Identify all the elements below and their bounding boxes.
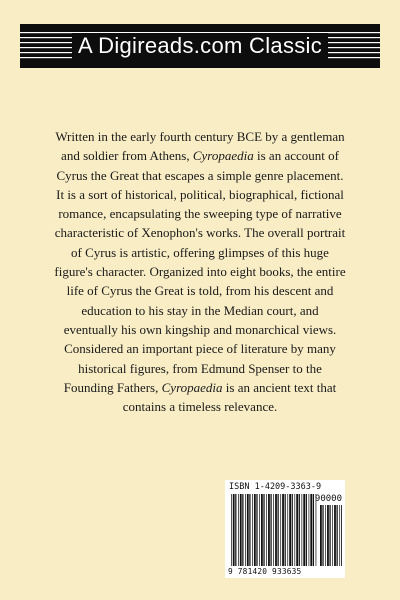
barcode-bar: [341, 505, 342, 566]
barcode-bar: [309, 494, 310, 566]
barcode-bar: [252, 494, 253, 566]
barcode-bar: [289, 494, 291, 566]
barcode-bar: [310, 494, 312, 566]
book-title-italic: Cyropaedia: [161, 379, 223, 395]
blurb-text-1: Written in the early fourth century BCE by a gentleman and soldier from Athens,: [55, 129, 345, 164]
isbn-label: ISBN 1-4209-3363-9: [229, 482, 322, 492]
barcode-bar: [320, 505, 322, 566]
barcode-bar: [242, 494, 243, 566]
barcode-bar: [299, 494, 300, 566]
barcode-bar: [278, 494, 279, 566]
barcode-bar: [316, 494, 317, 566]
barcode-bar: [329, 505, 330, 566]
barcode-bar: [231, 494, 232, 566]
barcode-bar: [302, 494, 303, 566]
blurb-text-2: is an account of Cyrus the Great that escapes a simple genre placement. It is a sort of historical, political, biographical, fictional romance, encapsulating the sweeping type of narrative characteristic of Xenophon's works. The overall portrait of Cyrus is artistic, offering glimpses of this huge figure's character. Organized into eight books, the entire life of Cyrus the Great is told, from his descent and education to his stay in the Median court, and eventually his own kingship and monarchical views. Considered an important piece of literature by many historical figures, from Edmund Spenser to the Founding Fathers,: [54, 148, 346, 395]
series-banner: [20, 24, 380, 68]
barcode-bar: [235, 494, 236, 566]
barcode-bar: [268, 494, 270, 566]
barcode-bar: [285, 494, 286, 566]
barcode-bar: [337, 505, 338, 566]
barcode-bar: [238, 494, 239, 566]
barcode-bar: [339, 505, 340, 566]
barcode-bar: [294, 494, 295, 566]
barcode-bar: [313, 494, 314, 566]
series-title: A Digireads.com Classic: [72, 33, 328, 59]
barcode-bar: [292, 494, 293, 566]
barcode-bar: [303, 494, 305, 566]
barcode-bar: [334, 505, 336, 566]
barcode-bar: [233, 494, 235, 566]
barcode-bar: [266, 494, 267, 566]
barcode-bar: [325, 505, 326, 566]
barcode-bar: [245, 494, 246, 566]
barcode-bar: [296, 494, 298, 566]
barcode-bar: [322, 505, 323, 566]
barcode-bar: [282, 494, 284, 566]
barcode-bar: [332, 505, 333, 566]
barcode-bar: [249, 494, 250, 566]
barcode-bar: [240, 494, 242, 566]
ean-digits: 9 781420 933635: [228, 567, 302, 576]
barcode-bar: [280, 494, 281, 566]
barcode-bar: [254, 494, 256, 566]
addon-barcode-bars: [320, 505, 342, 566]
barcode-bar: [261, 494, 263, 566]
barcode-bar: [256, 494, 257, 566]
barcode-bar: [259, 494, 260, 566]
barcode-bar: [327, 505, 329, 566]
barcode-bar: [306, 494, 307, 566]
barcode-bar: [275, 494, 277, 566]
barcode-bar: [263, 494, 264, 566]
price-code: 90000: [314, 494, 342, 504]
barcode-bar: [273, 494, 274, 566]
back-cover-blurb: [54, 127, 346, 416]
barcode-bar: [287, 494, 288, 566]
blurb-text-3: is an ancient text that contains a timeless relevance.: [122, 379, 337, 415]
barcode-bar: [270, 494, 271, 566]
book-title-italic: Cyropaedia: [192, 148, 254, 164]
isbn-barcode: [225, 480, 345, 578]
ean-barcode-bars: [231, 494, 317, 566]
barcode-bar: [247, 494, 249, 566]
